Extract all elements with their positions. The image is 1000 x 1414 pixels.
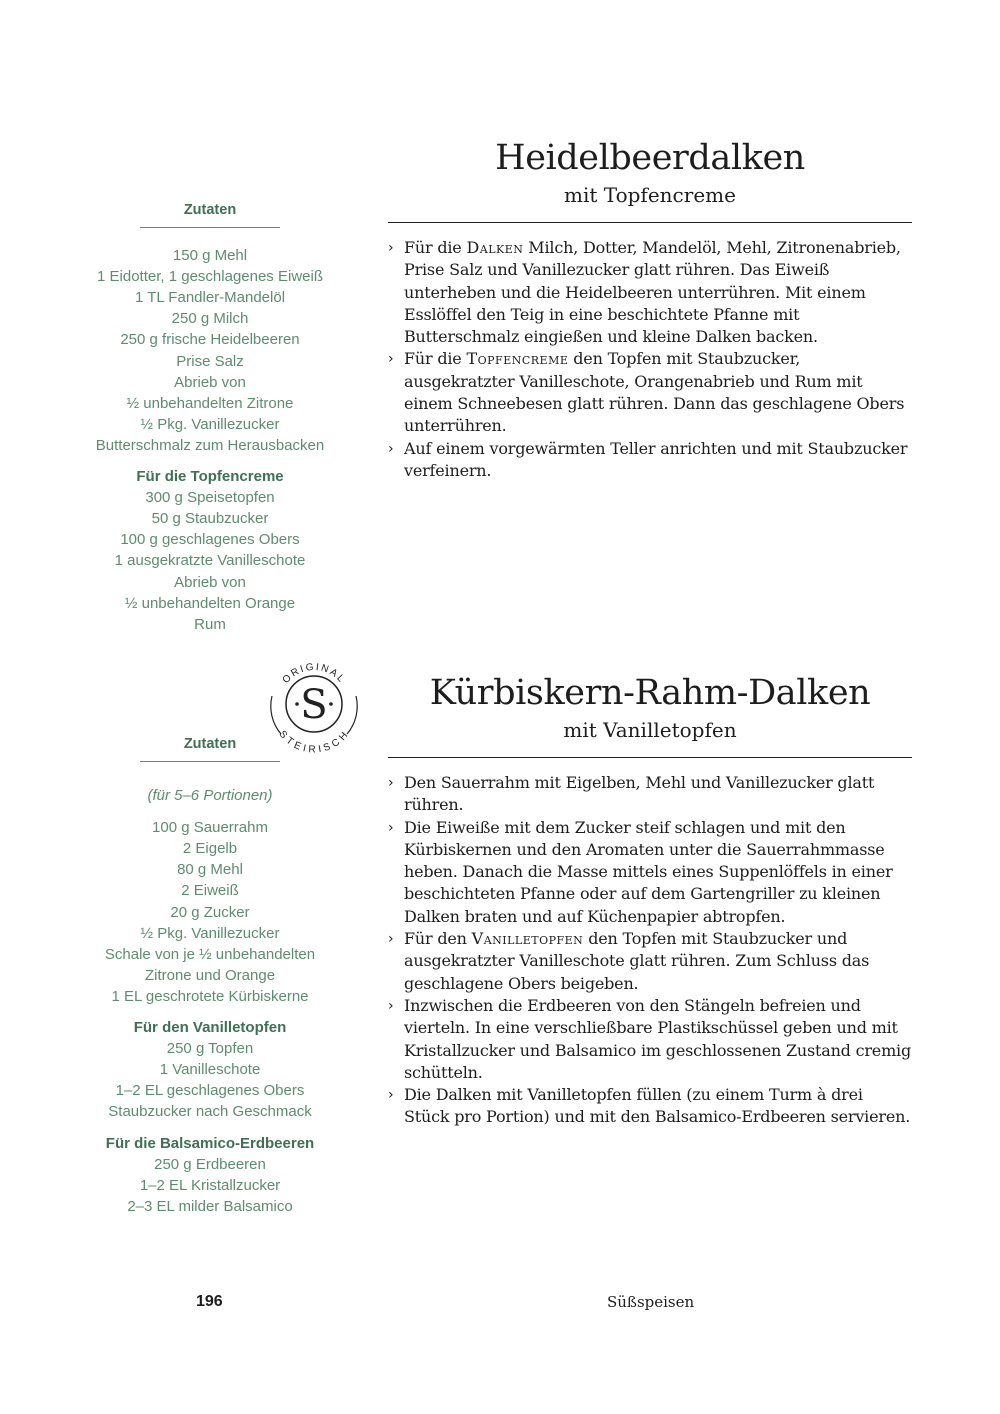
step-text: den Topfen mit Staubzucker, ausgekratzter Vanilleschote, Orangenabrieb und Rum mit einem Schneebesen glatt rühren. Dann das geschlagene Obers unterrühren. <box>404 349 905 436</box>
ingredient-line: 1 Eidotter, 1 geschlagenes Eiweiß <box>97 268 323 286</box>
step-text: den Topfen mit Staubzucker und ausgekratzter Vanilleschote glatt rühren. Zum Schluss das geschlagene Obers beigeben. <box>404 929 870 993</box>
ingredient-line: 250 g frische Heidelbeeren <box>120 331 300 349</box>
ingredient-line: Schale von je ½ unbehandelten <box>104 945 316 963</box>
recipe2-portions: (für 5–6 Portionen) <box>147 787 273 805</box>
recipe1-title: Heidelbeerdalken <box>495 138 805 178</box>
step-text: Den Sauerrahm mit Eigelben, Mehl und Vanillezucker glatt rühren. <box>404 773 875 815</box>
step-item <box>388 817 912 928</box>
ingredient-line: Abrieb von <box>174 373 246 391</box>
bullet-arrow-icon: › <box>388 931 394 948</box>
recipe2-sub1-heading: Für den Vanilletopfen <box>133 1019 287 1037</box>
ingredient-line: 1–2 EL Kristallzucker <box>139 1176 281 1194</box>
ingredient-line: Prise Salz <box>176 352 244 370</box>
recipe1-subtitle: mit Topfencreme <box>564 183 736 207</box>
step-keyword: Topfencreme <box>466 349 569 369</box>
ingredient-line: 250 g Erdbeeren <box>154 1155 266 1173</box>
ingredient-line: ½ unbehandelten Orange <box>124 594 296 612</box>
recipe1-main <box>388 138 912 482</box>
ingredient-line: 1–2 EL geschlagenes Obers <box>115 1082 305 1100</box>
recipe1-ingredients-heading: Zutaten <box>140 200 280 228</box>
step-item <box>388 772 912 817</box>
ingredient-line: ½ Pkg. Vanillezucker <box>140 924 280 942</box>
step-item <box>388 1084 912 1129</box>
step-text: Milch, Dotter, Mandelöl, Mehl, Zitronenabrieb, Prise Salz und Vanillezucker glatt rühren. Das Eiweiß unterheben und die Heidelbeeren unterrühren. Mit einem Esslöffel den Teig in eine beschichtete Pfanne mit Butterschmalz eingießen und kleine Dalken backen. <box>404 238 901 347</box>
recipe1-ingredients <box>80 199 340 635</box>
page-number: 196 <box>196 1293 223 1310</box>
recipe1-sub1-list <box>80 487 340 635</box>
recipe2-sub2-list <box>80 1154 340 1217</box>
bullet-arrow-icon: › <box>388 819 394 836</box>
ingredient-line: Butterschmalz zum Herausbacken <box>95 436 325 454</box>
step-text: Auf einem vorgewärmten Teller anrichten und mit Staubzucker verfeinern. <box>404 438 908 480</box>
ingredient-line: 80 g Mehl <box>177 861 243 879</box>
recipe2-ingredient-list <box>80 817 340 1007</box>
recipe1-sub1-heading: Für die Topfencreme <box>136 468 284 486</box>
ingredient-line: ½ unbehandelten Zitrone <box>126 394 294 412</box>
step-item <box>388 438 912 483</box>
ingredient-line: 20 g Zucker <box>170 903 250 921</box>
ingredient-line: 1 Vanilleschote <box>159 1061 261 1079</box>
ingredient-line: Staubzucker nach Geschmack <box>108 1103 312 1121</box>
ingredient-line: 300 g Speisetopfen <box>145 489 275 507</box>
ingredient-line: 100 g Sauerrahm <box>152 819 268 837</box>
ingredient-line: 2–3 EL milder Balsamico <box>127 1197 293 1215</box>
bullet-arrow-icon: › <box>388 351 394 368</box>
ingredient-line: 1 ausgekratzte Vanilleschote <box>114 552 306 570</box>
bullet-arrow-icon: › <box>388 775 394 791</box>
step-text: Die Eiweiße mit dem Zucker steif schlagen und mit den Kürbiskernen und den Aromaten unter die Sauerrahmmasse heben. Danach die Masse mittels eines Suppenlöffels in einer beschichteten Pfanne oder auf dem Gartengriller zu kleinen Dalken braten und auf Küchenpapier abtropfen. <box>404 817 893 926</box>
bullet-arrow-icon: › <box>388 1087 394 1104</box>
ingredient-line: Abrieb von <box>174 573 246 591</box>
ingredient-line: 150 g Mehl <box>172 247 248 265</box>
bullet-arrow-icon: › <box>388 440 394 457</box>
badge-letter: S <box>300 682 328 728</box>
ingredient-line: 50 g Staubzucker <box>151 510 269 528</box>
ingredient-line: Zitrone und Orange <box>144 966 276 984</box>
step-keyword: Vanilletopfen <box>471 929 584 949</box>
recipe2-ingredients-heading: Zutaten <box>140 734 280 762</box>
ingredient-line: Rum <box>194 615 226 633</box>
step-keyword: Dalken <box>466 238 524 257</box>
step-text: Inzwischen die Erdbeeren von den Stängeln befreien und vierteln. In eine verschließbare Plastikschüssel geben und mit Kristallzucker und Balsamico im geschlossenen Zustand cremig schütteln. <box>404 995 912 1082</box>
bullet-arrow-icon: › <box>388 240 394 256</box>
ingredient-line: 100 g geschlagenes Obers <box>120 531 300 549</box>
ingredient-line: ½ Pkg. Vanillezucker <box>140 415 280 433</box>
step-item <box>388 995 912 1084</box>
recipe2-divider <box>388 757 912 758</box>
ingredient-line: 250 g Milch <box>171 310 249 328</box>
badge-dot-left <box>295 702 299 706</box>
recipe2-main <box>388 673 912 1129</box>
recipe1-divider <box>388 222 912 223</box>
section-name: Süßspeisen <box>607 1293 695 1311</box>
recipe2-sub1-list <box>80 1038 340 1122</box>
recipe2-title: Kürbiskern-Rahm-Dalken <box>429 673 871 713</box>
badge-bottom-text: STEIRISCH <box>276 728 352 756</box>
ingredient-line: 2 Eiweiß <box>181 882 239 900</box>
recipe2-sub2-heading: Für die Balsamico-Erdbeeren <box>105 1134 315 1152</box>
step-item <box>388 237 912 348</box>
recipe2-steps <box>388 772 912 1129</box>
ingredient-line: 1 TL Fandler-Mandelöl <box>134 289 286 307</box>
recipe1-ingredient-list <box>80 245 340 456</box>
step-item <box>388 348 912 437</box>
step-text: Die Dalken mit Vanilletopfen füllen (zu einem Turm à drei Stück pro Portion) und mit den Balsamico-Erdbeeren servieren. <box>404 1085 911 1127</box>
ingredient-line: 250 g Topfen <box>166 1040 254 1058</box>
recipe2-subtitle: mit Vanilletopfen <box>563 718 737 742</box>
badge-right-arc <box>347 696 357 734</box>
badge-top-text: ORIGINAL <box>280 661 348 686</box>
badge-left-arc <box>271 696 281 734</box>
step-text: Für die <box>404 349 467 369</box>
ingredient-line: 1 EL geschrotete Kürbiskerne <box>111 987 309 1005</box>
step-text: Für den <box>404 929 472 949</box>
recipe2-ingredients <box>80 733 340 1217</box>
step-item <box>388 928 912 995</box>
recipe1-steps <box>388 237 912 482</box>
bullet-arrow-icon: › <box>388 997 394 1014</box>
badge-dot-right <box>329 702 333 706</box>
ingredient-line: 2 Eigelb <box>182 840 238 858</box>
step-text: Für die <box>404 238 467 257</box>
